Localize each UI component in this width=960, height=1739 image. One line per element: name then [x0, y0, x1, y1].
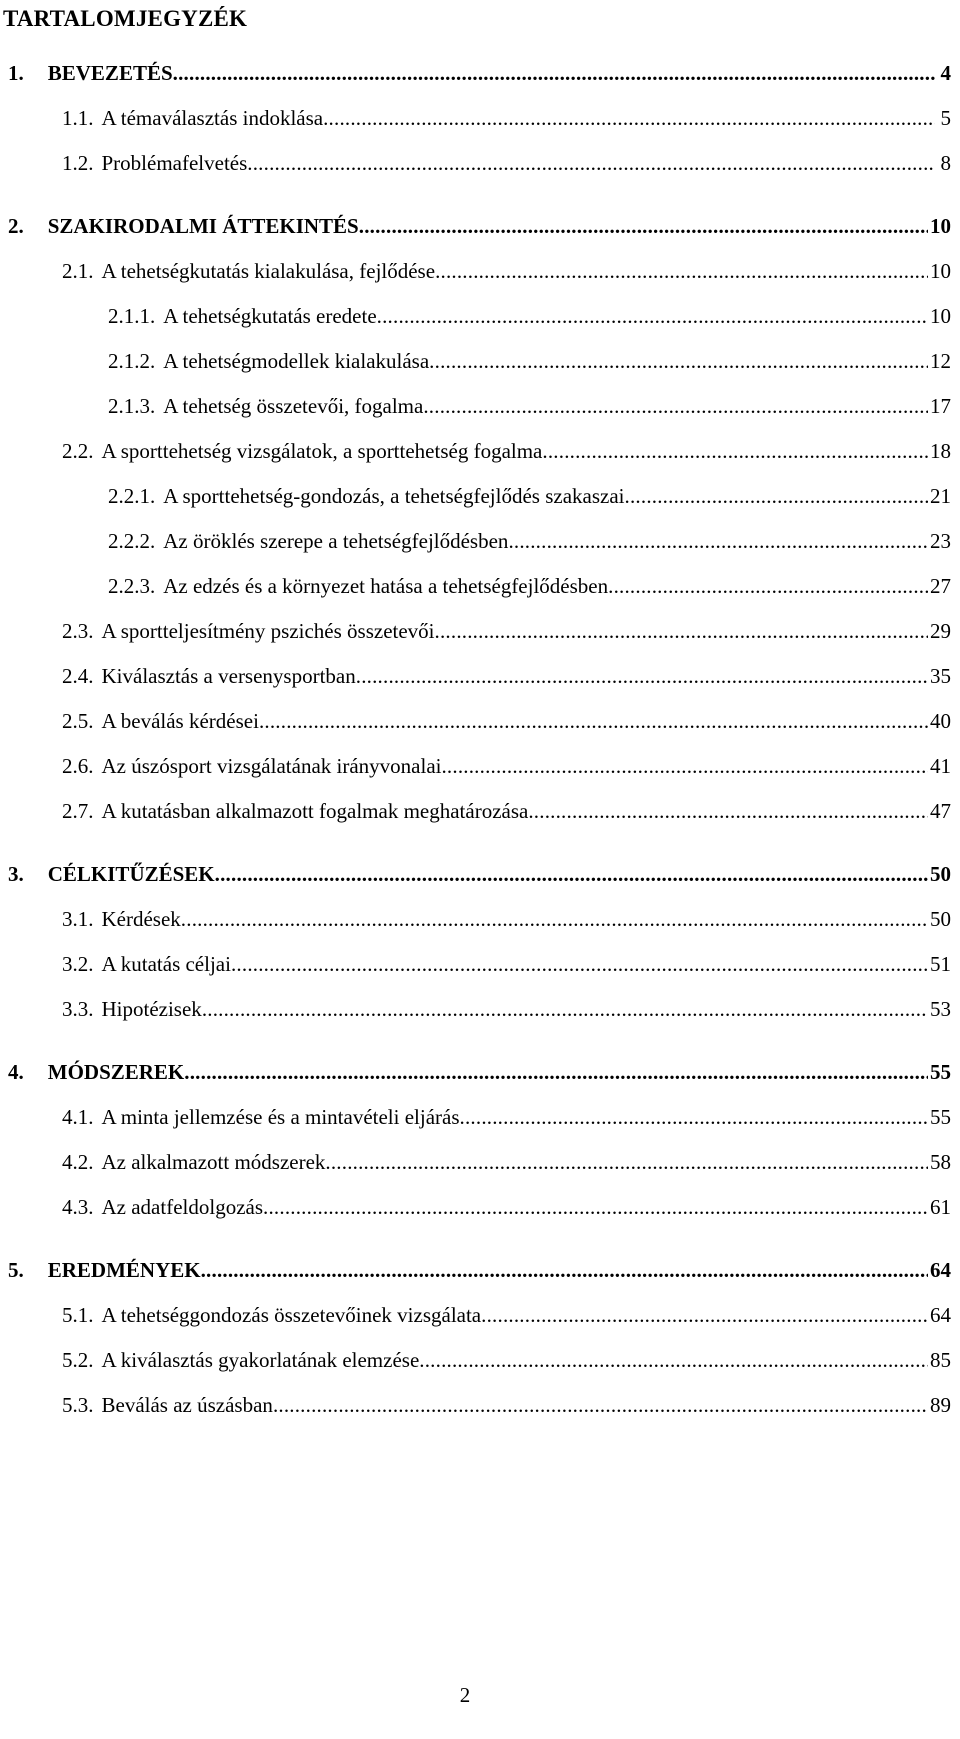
toc-entry-number: 5.1. [62, 1303, 94, 1327]
toc-entry-number: 2.2.3. [108, 574, 156, 598]
toc-entry-number: 2.1.2. [108, 349, 156, 373]
toc-entry-title: SZAKIRODALMI ÁTTEKINTÉS [47, 214, 359, 238]
toc-entry-title: Az adatfeldolgozás [101, 1195, 264, 1219]
toc-entry-number: 2.2. [62, 439, 94, 463]
toc-entry-title: BEVEZETÉS [47, 61, 173, 85]
dot-leader [435, 614, 928, 648]
toc-entry-number: 1.1. [62, 106, 94, 130]
toc-entry-number: 2.1.3. [108, 394, 156, 418]
toc-chapter-row [8, 857, 951, 891]
toc-entry-title: A sporttehetség-gondozás, a tehetségfejlődés szakaszai [163, 484, 625, 508]
toc-entry-number: 2.7. [62, 799, 94, 823]
toc-entry-title: A témaválasztás indoklása [101, 106, 324, 130]
toc-entry-page: 18 [930, 439, 951, 463]
dot-leader [184, 1055, 928, 1089]
toc-entry-page: 58 [930, 1150, 951, 1174]
toc-entry-number: 4.2. [62, 1150, 94, 1174]
toc-entry-page: 27 [930, 574, 951, 598]
toc-entry-title: Az úszósport vizsgálatának irányvonalai [101, 754, 442, 778]
toc-entry-page: 23 [930, 529, 951, 553]
dot-leader [259, 704, 928, 738]
toc-entry-title: CÉLKITŰZÉSEK [47, 862, 215, 886]
toc-entry-title: A sporttehetség vizsgálatok, a sporttehetség fogalma [101, 439, 543, 463]
dot-leader [481, 1298, 928, 1332]
toc-entry-row [108, 389, 951, 423]
toc-entry-row [62, 1100, 951, 1134]
toc-chapter-row [8, 209, 951, 243]
dot-leader [247, 146, 935, 180]
toc-entry-row [62, 992, 951, 1026]
toc-entry-row [62, 254, 951, 288]
dot-leader [429, 344, 928, 378]
toc-chapter-row [8, 1253, 951, 1287]
dot-leader [528, 794, 928, 828]
page-number: 2 [459, 1683, 471, 1707]
toc-entry-page: 61 [930, 1195, 951, 1219]
dot-leader [325, 1145, 928, 1179]
toc-entry-page: 50 [930, 907, 951, 931]
toc-entry-title: A kutatás céljai [101, 952, 231, 976]
toc-entry-title: EREDMÉNYEK [47, 1258, 201, 1282]
toc-entry-title: A sportteljesítmény pszichés összetevői [101, 619, 435, 643]
toc-entry-page: 12 [930, 349, 951, 373]
dot-leader [231, 947, 928, 981]
toc-entry-page: 53 [930, 997, 951, 1021]
toc-entry-row [62, 1298, 951, 1332]
toc-entry-number: 3.1. [62, 907, 94, 931]
toc-entry-number: 2. [8, 214, 24, 238]
toc-entry-number: 3.2. [62, 952, 94, 976]
toc-entry-title: MÓDSZEREK [47, 1060, 185, 1084]
dot-leader [323, 101, 935, 135]
toc-entry-page: 64 [930, 1303, 951, 1327]
toc-entry-number: 2.3. [62, 619, 94, 643]
toc-entry-page: 89 [930, 1393, 951, 1417]
toc-entry-title: Az edzés és a környezet hatása a tehetségfejlődésben [163, 574, 609, 598]
toc-entry-title: A minta jellemzése és a mintavételi eljárás [101, 1105, 460, 1129]
dot-leader [202, 992, 928, 1026]
dot-leader [215, 857, 928, 891]
toc-entry-title: A beválás kérdései [101, 709, 259, 733]
toc-entry-title: Kiválasztás a versenysportban [101, 664, 356, 688]
toc-entry-row [108, 524, 951, 558]
toc-entry-row [62, 704, 951, 738]
toc-entry-title: A kutatásban alkalmazott fogalmak meghatározása [101, 799, 529, 823]
toc-entry-number: 2.4. [62, 664, 94, 688]
toc-entry-title: A tehetségkutatás kialakulása, fejlődése [101, 259, 436, 283]
toc-entry-page: 29 [930, 619, 951, 643]
toc-entry-number: 4.3. [62, 1195, 94, 1219]
toc-entry-number: 2.5. [62, 709, 94, 733]
toc-entry-title: A tehetségmodellek kialakulása [163, 349, 430, 373]
toc-entry-title: Kérdések [101, 907, 181, 931]
toc-entry-page: 5 [940, 106, 951, 130]
toc-entry-title: Hipotézisek [101, 997, 202, 1021]
toc-entry-number: 3. [8, 862, 24, 886]
toc-chapter-row [8, 56, 951, 90]
toc-entry-page: 4 [940, 61, 951, 85]
toc-entry-number: 2.2.1. [108, 484, 156, 508]
toc-entry-row [62, 146, 951, 180]
toc-entry-number: 2.1. [62, 259, 94, 283]
toc-entry-row [62, 1388, 951, 1422]
dot-leader [419, 1343, 928, 1377]
toc-entry-row [62, 101, 951, 135]
toc-entry-number: 1.2. [62, 151, 94, 175]
toc-entry-page: 85 [930, 1348, 951, 1372]
toc-entry-row [62, 434, 951, 468]
toc-entry-title: A tehetséggondozás összetevőinek vizsgálata [101, 1303, 482, 1327]
toc-entry-row [62, 659, 951, 693]
toc-entry-title: Beválás az úszásban [101, 1393, 273, 1417]
dot-leader [263, 1190, 928, 1224]
dot-leader [608, 569, 928, 603]
toc-entry-title: A tehetségkutatás eredete [163, 304, 377, 328]
toc-entry-page: 47 [930, 799, 951, 823]
dot-leader [460, 1100, 928, 1134]
toc-entry-page: 40 [930, 709, 951, 733]
toc-entry-number: 1. [8, 61, 24, 85]
toc-entry-number: 4.1. [62, 1105, 94, 1129]
toc-entry-title: A tehetség összetevői, fogalma [163, 394, 424, 418]
dot-leader [435, 254, 928, 288]
toc-entry-title: Az alkalmazott módszerek [101, 1150, 326, 1174]
dot-leader [201, 1253, 928, 1287]
dot-leader [508, 524, 928, 558]
toc-entry-row [108, 569, 951, 603]
toc-entry-row [62, 902, 951, 936]
dot-leader [273, 1388, 928, 1422]
toc-entry-page: 41 [930, 754, 951, 778]
toc-entry-page: 51 [930, 952, 951, 976]
toc-entry-row [108, 299, 951, 333]
toc-entry-page: 35 [930, 664, 951, 688]
toc-entry-row [62, 794, 951, 828]
toc-entry-page: 17 [930, 394, 951, 418]
toc-entry-page: 55 [930, 1105, 951, 1129]
toc-entry-page: 8 [940, 151, 951, 175]
toc-entry-row [62, 1145, 951, 1179]
dot-leader [173, 56, 935, 90]
toc-entry-row [62, 1343, 951, 1377]
dot-leader [625, 479, 928, 513]
toc-entry-number: 2.1.1. [108, 304, 156, 328]
toc-entry-title: Problémafelvetés [101, 151, 248, 175]
toc-entry-page: 21 [930, 484, 951, 508]
dot-leader [441, 749, 928, 783]
toc-entry-number: 3.3. [62, 997, 94, 1021]
toc-entry-row [108, 479, 951, 513]
toc-entry-page: 55 [930, 1060, 951, 1084]
page-title: TARTALOMJEGYZÉK [3, 6, 248, 31]
dot-leader [181, 902, 928, 936]
toc-entry-row [62, 1190, 951, 1224]
dot-leader [356, 659, 928, 693]
dot-leader [423, 389, 928, 423]
toc-entry-title: A kiválasztás gyakorlatának elemzése [101, 1348, 420, 1372]
toc-entry-number: 5. [8, 1258, 24, 1282]
toc-entry-page: 64 [930, 1258, 951, 1282]
toc-entry-number: 5.3. [62, 1393, 94, 1417]
toc-entry-row [108, 344, 951, 378]
toc-entry-number: 2.2.2. [108, 529, 156, 553]
dot-leader [377, 299, 928, 333]
toc-entry-number: 2.6. [62, 754, 94, 778]
toc-entry-row [62, 947, 951, 981]
toc-entry-row [62, 749, 951, 783]
toc-chapter-row [8, 1055, 951, 1089]
dot-leader [542, 434, 928, 468]
toc-entry-row [62, 614, 951, 648]
toc-entry-page: 10 [930, 259, 951, 283]
toc-entry-page: 10 [930, 214, 951, 238]
toc-entry-number: 5.2. [62, 1348, 94, 1372]
toc-entry-number: 4. [8, 1060, 24, 1084]
toc-entry-title: Az öröklés szerepe a tehetségfejlődésben [163, 529, 509, 553]
toc-entry-page: 50 [930, 862, 951, 886]
dot-leader [359, 209, 928, 243]
toc-entry-page: 10 [930, 304, 951, 328]
